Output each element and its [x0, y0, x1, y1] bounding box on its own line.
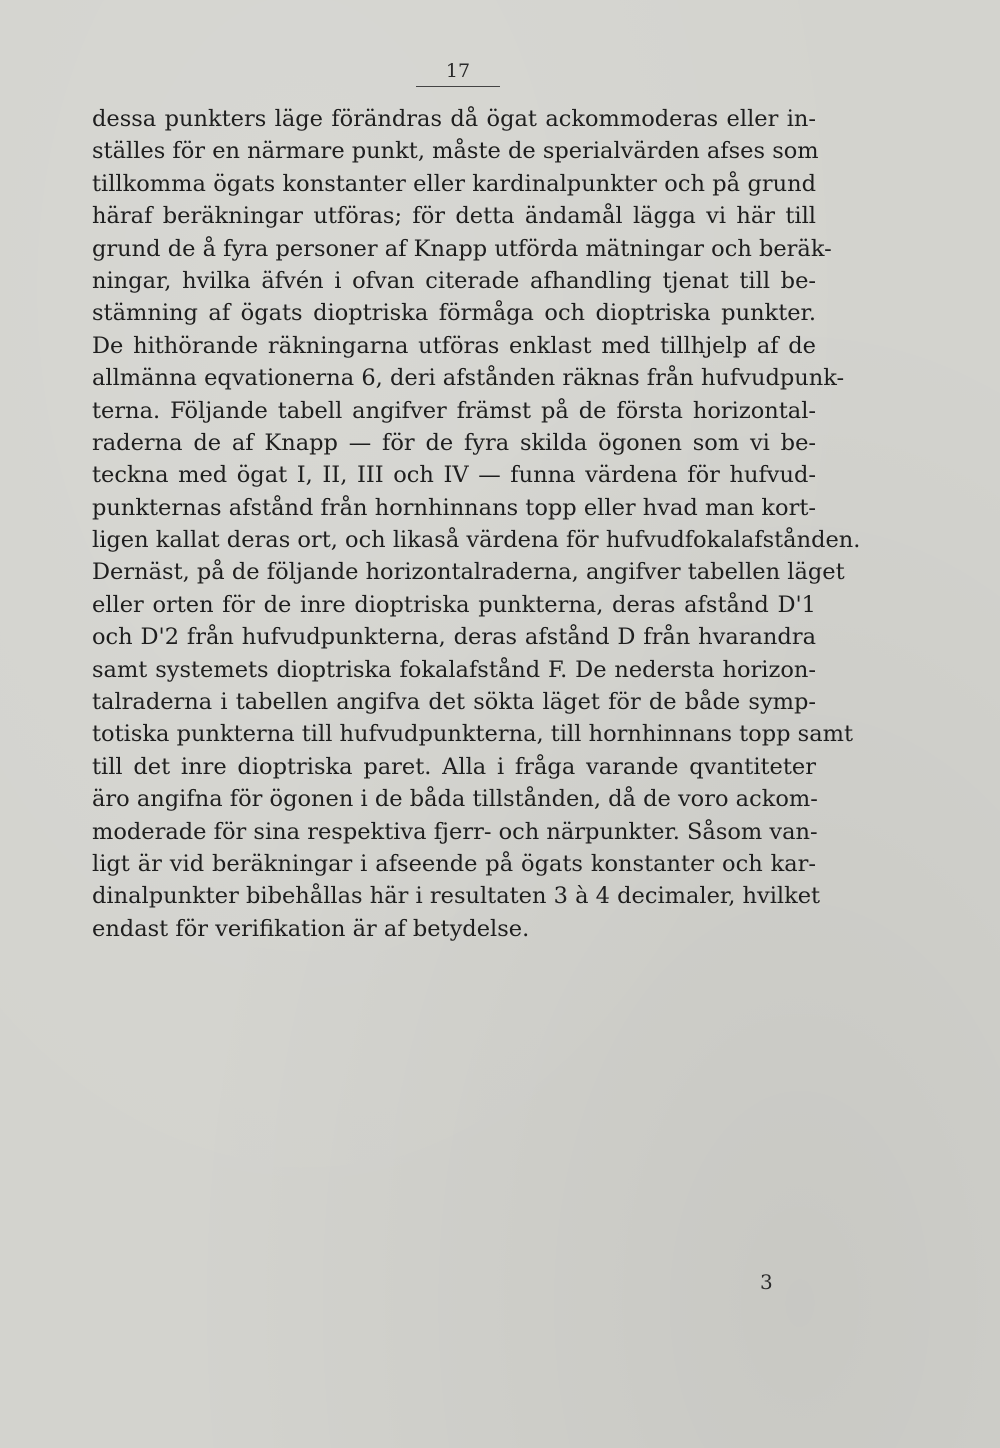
- body-text: [92, 103, 861, 945]
- text-line: grund de å fyra personer af Knapp utförda mätningar och beräk-: [92, 235, 832, 262]
- text-line: talraderna i tabellen angifva det sökta läget för de både symp-: [92, 689, 816, 716]
- text-line: moderade för sina respektiva fjerr- och närpunkter. Såsom van-: [92, 818, 818, 845]
- text-line: ligen kallat deras ort, och likaså värdena för hufvudfokalafstånden.: [92, 527, 861, 554]
- text-line: dessa punkters läge förändras då ögat ackommoderas eller in-: [92, 106, 816, 132]
- text-line: teckna med ögat I, II, III och IV — funna värdena för hufvud-: [92, 462, 816, 489]
- text-line: ställes för en närmare punkt, måste de sperialvärden afses som: [92, 138, 819, 165]
- text-line: till det inre dioptriska paret. Alla i fråga varande qvantiteter: [92, 753, 816, 780]
- text-line: terna. Följande tabell angifver främst på de första horizontal-: [92, 397, 816, 424]
- text-line: totiska punkterna till hufvudpunkterna, till hornhinnans topp samt: [92, 721, 854, 748]
- text-line: dinalpunkter bibehållas här i resultaten 3 à 4 decimaler, hvilket: [92, 883, 821, 910]
- text-line: De hithörande räkningarna utföras enklast med tillhjelp af de: [92, 332, 816, 359]
- signature-mark: 3: [760, 1270, 773, 1294]
- text-line: häraf beräkningar utföras; för detta ändamål lägga vi här till: [92, 203, 816, 230]
- page-number: 17: [445, 60, 471, 82]
- text-line: och D'2 från hufvudpunkterna, deras afstånd D från hvarandra: [92, 624, 816, 651]
- text-line: tillkomma ögats konstanter eller kardinalpunkter och på grund: [92, 170, 816, 197]
- text-line: samt systemets dioptriska fokalafstånd F. De nedersta horizon-: [92, 656, 816, 683]
- text-line: raderna de af Knapp — för de fyra skilda ögonen som vi be-: [92, 429, 816, 456]
- text-line: stämning af ögats dioptriska förmåga och dioptriska punkter.: [92, 300, 816, 327]
- text-line: ligt är vid beräkningar i afseende på ögats konstanter och kar-: [92, 850, 816, 877]
- text-line: eller orten för de inre dioptriska punkterna, deras afstånd D'1: [92, 591, 816, 618]
- page-number-rule: [416, 86, 500, 87]
- text-line: Dernäst, på de följande horizontalraderna, angifver tabellen läget: [92, 559, 845, 586]
- text-line: endast för verifikation är af betydelse.: [92, 915, 530, 942]
- text-line: ningar, hvilka äfvén i ofvan citerade afhandling tjenat till be-: [92, 267, 816, 294]
- text-line: punkternas afstånd från hornhinnans topp eller hvad man kort-: [92, 494, 816, 521]
- text-line: äro angifna för ögonen i de båda tillstånden, då de voro ackom-: [92, 786, 818, 813]
- text-line: allmänna eqvationerna 6, deri afstånden räknas från hufvudpunk-: [92, 365, 845, 392]
